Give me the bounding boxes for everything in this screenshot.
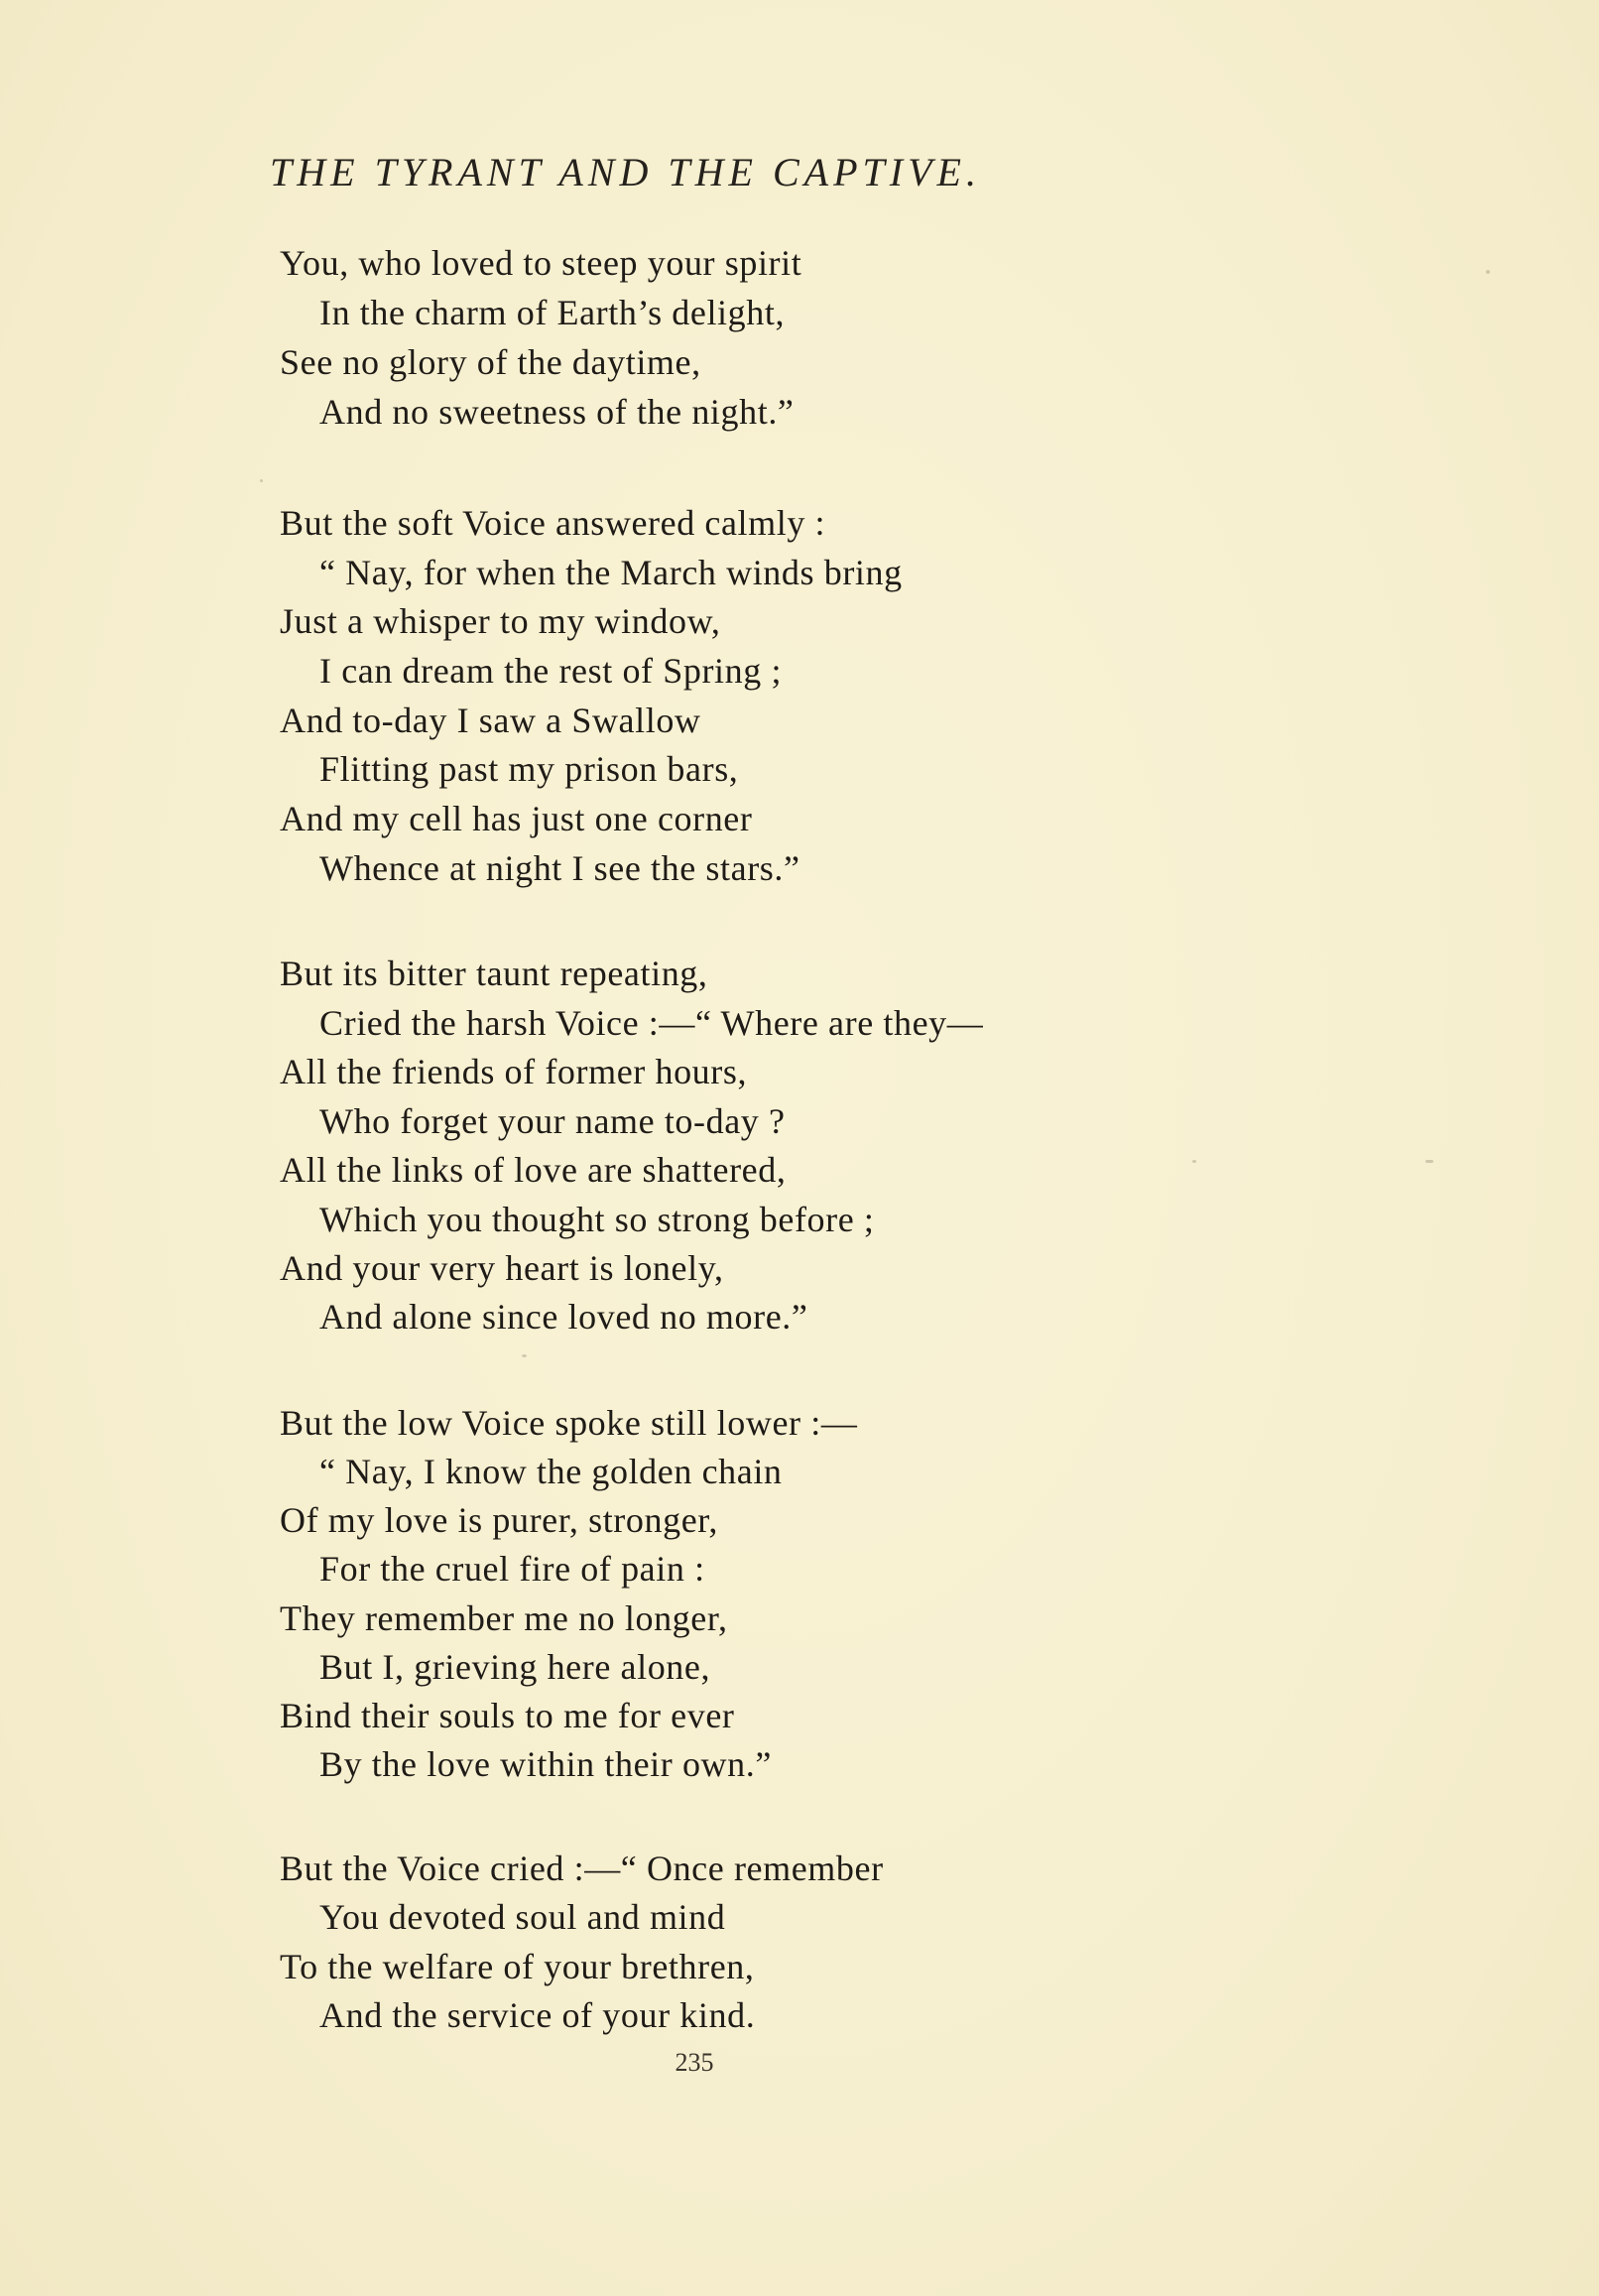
poem-line: “ Nay, I know the golden chain <box>319 1452 783 1491</box>
poem-line: And my cell has just one corner <box>280 799 753 838</box>
poem-line: But the low Voice spoke still lower :— <box>280 1403 858 1443</box>
poem-line: Flitting past my prison bars, <box>319 749 739 789</box>
poem-line: Just a whisper to my window, <box>280 601 721 641</box>
paper-speck <box>522 1354 527 1357</box>
poem-line: They remember me no longer, <box>280 1598 728 1638</box>
paper-speck <box>260 479 263 482</box>
running-head-title: THE TYRANT AND THE CAPTIVE. <box>270 150 981 194</box>
poem-line: And to-day I saw a Swallow <box>280 701 701 740</box>
poem-line: And alone since loved no more.” <box>319 1297 808 1337</box>
poem-line: You devoted soul and mind <box>319 1897 726 1937</box>
poem-line: Who forget your name to-day ? <box>319 1101 786 1141</box>
poem-line: By the love within their own.” <box>319 1744 772 1784</box>
poem-line: But its bitter taunt repeating, <box>280 954 708 993</box>
poem-line: Of my love is purer, stronger, <box>280 1500 719 1540</box>
poem-line: And your very heart is lonely, <box>280 1248 724 1288</box>
paper-speck <box>1192 1160 1196 1163</box>
poem-line: “ Nay, for when the March winds bring <box>319 553 903 592</box>
poem-line: All the friends of former hours, <box>280 1052 748 1091</box>
poem-line: Which you thought so strong before ; <box>319 1200 875 1239</box>
poem-line: And the service of your kind. <box>319 1995 756 2035</box>
page-number: 235 <box>675 2048 714 2077</box>
paper-speck <box>1486 270 1490 274</box>
poem-line: See no glory of the daytime, <box>280 342 701 382</box>
poem-line: All the links of love are shattered, <box>280 1150 787 1190</box>
poem-line: But the soft Voice answered calmly : <box>280 503 826 543</box>
poem-line: But I, grieving here alone, <box>319 1647 711 1687</box>
poem-line: To the welfare of your brethren, <box>280 1947 755 1986</box>
paper-speck <box>1425 1160 1433 1163</box>
poem-line: And no sweetness of the night.” <box>319 392 795 432</box>
poem-line: Cried the harsh Voice :—“ Where are they— <box>319 1003 984 1043</box>
poem-line: Bind their souls to me for ever <box>280 1696 735 1735</box>
poem-line: Whence at night I see the stars.” <box>319 848 800 888</box>
poem-line: But the Voice cried :—“ Once remember <box>280 1849 884 1888</box>
poem-line: I can dream the rest of Spring ; <box>319 651 783 691</box>
poem-line: For the cruel fire of pain : <box>319 1549 705 1589</box>
poem-line: In the charm of Earth’s delight, <box>319 293 786 332</box>
poem-line: You, who loved to steep your spirit <box>280 243 802 283</box>
